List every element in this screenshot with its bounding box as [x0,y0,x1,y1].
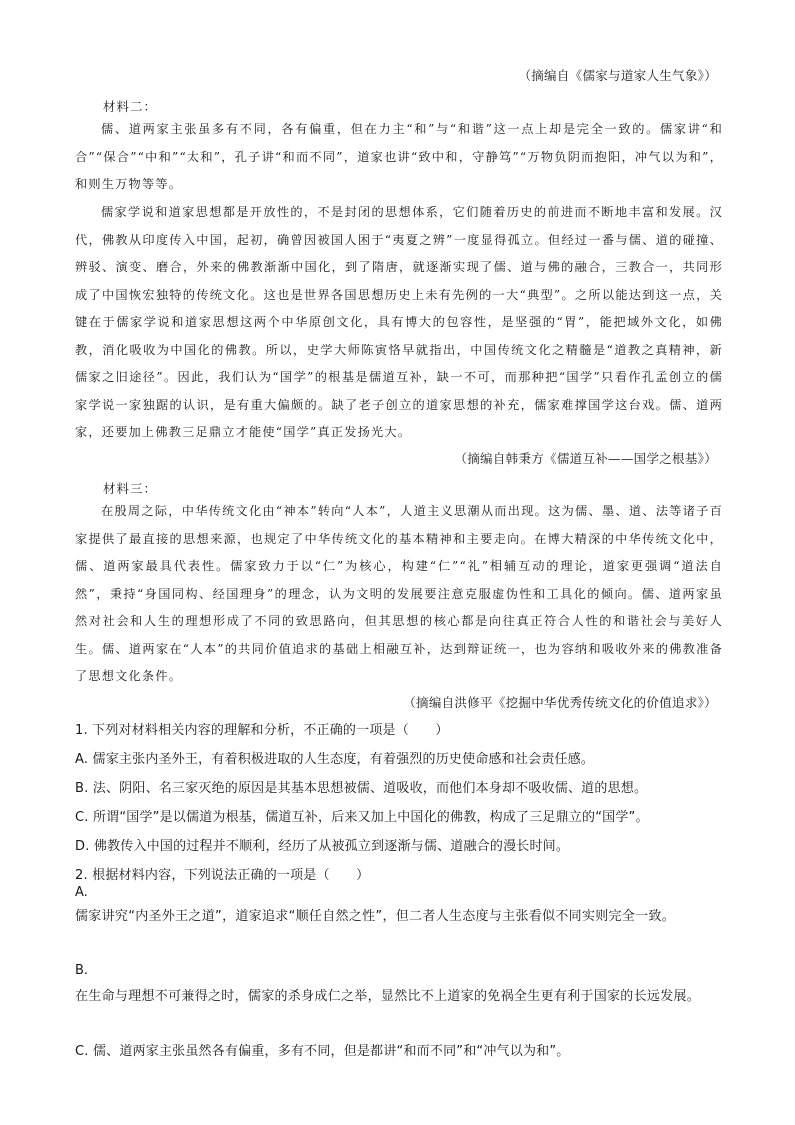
question-1-option-c: C. 所谓“国学”是以儒道为根基，儒道互补，后来又加上中国化的佛教，构成了三足鼎立的“国学”。 [75,810,649,825]
question-1-stem: 1. 下列对材料相关内容的理解和分析，不正确的一项是（ ） [75,723,449,738]
material2-heading: 材料二： [103,99,158,114]
material3-paragraph: 在殷周之际，中华传统文化由“神本”转向“人本”，人道主义思潮从而出现。这为儒、墨、道、法等诸子百家提供了最直接的思想来源，也规定了中华传统文化的基本精神和主要走向。在博大精深的中华传统文化中，儒、道两家最具代表性。儒家致力于以“仁”为核心，构建“仁”“礼”相辅互动的理论，道家更强调“道法自然”，秉持“身国同构、经国理身”的理念，认为文明的发展要注意克服虚伪性和工具化的倾向。儒、道两家虽然对社会和人生的理想形成了不同的致思路向，但其思想的核心都是向往真正符合人性的和谐社会与美好人生。儒、道两家在“人本”的共同价值追求的基础上相融互补，达到辩证统一，也为容纳和吸收外来的佛教准备了思想文化条件。 [75,504,723,683]
question-1-option-b: B. 法、阴阳、名三家灭绝的原因是其基本思想被儒、道吸收，而他们本身却不吸收儒、道的思想。 [75,781,648,796]
question-2-stem: 2. 根据材料内容，下列说法正确的一项是（ ） [75,868,370,883]
material2-paragraph-2: 儒家学说和道家思想都是开放性的，不是封闭的思想体系，它们随着历史的前进而不断地丰富和发展。汉代，佛教从印度传入中国，起初，确曾因被国人困于“夷夏之辨”一度显得孤立。但经过一番与儒、道的碰撞、辨驳、演变、磨合，外来的佛教渐渐中国化，到了隋唐，就逐渐实现了儒、道与佛的融合，三教合一，共同形成了中国恢宏独特的传统文化。这也是世界各国思想历史上未有先例的一大“典型”。之所以能达到这一点，关键在于儒家学说和道家思想这两个中华原创文化，具有博大的包容性，是坚强的“胃”，能把域外文化，如佛教，消化吸收为中国化的佛教。所以，史学大师陈寅恪早就指出，中国传统文化之精髓是“道教之真精神，新儒家之旧途径”。因此，我们认为“国学”的根基是儒道互补，缺一不可，而那种把“国学”只看作孔孟创立的儒家学说一家独踞的认识，是有重大偏颇的。缺了老子创立的道家思想的补充，儒家难撑国学这台戏。儒、道两家，还要加上佛教三足鼎立才能使“国学”真正发扬光大。 [75,205,723,439]
source-citation-1: （摘编自《儒家与道家人生气象》） [518,68,717,83]
question-1-option-a: A. 儒家主张内圣外王，有着积极进取的人生态度，有着强烈的历史使命感和社会责任感。 [75,752,595,767]
material3-heading: 材料三： [103,481,158,496]
question-2-option-b-text: 在生命与理想不可兼得之时，儒家的杀身成仁之举，显然比不上道家的免祸全生更有利于国家的长远发展。 [75,989,701,1004]
source-citation-2: （摘编自韩秉方《儒道互补——国学之根基》） [454,451,717,466]
question-1-option-d: D. 佛教传入中国的过程并不顺利，经历了从被孤立到逐渐与儒、道融合的漫长时间。 [75,839,570,854]
question-2-option-a-text: 儒家讲究“内圣外王之道”，道家追求“顺任自然之性”，但二者人生态度与主张看似不同实则完全一致。 [75,909,676,924]
material2-paragraph-1: 儒、道两家主张虽多有不同，各有偏重，但在力主“和”与“和谐”这一点上却是完全一致的。儒家讲“和合”“保合”“中和”“太和”，孔子讲“和而不同”，道家也讲“致中和，守静笃”“万物负阴而抱阳，冲气以为和”，和则生万物等等。 [75,122,723,191]
question-2-option-a-label: A. [75,885,88,900]
question-1 [75,716,725,890]
question-2-option-c: C. 儒、道两家主张虽然各有偏重，多有不同，但是都讲“和而不同”和“冲气以为和”。 [75,1044,570,1059]
question-2-option-b-label: B. [75,963,89,978]
source-citation-3: （摘编自洪修平《挖掘中华优秀传统文化的价值追求》） [403,695,717,710]
